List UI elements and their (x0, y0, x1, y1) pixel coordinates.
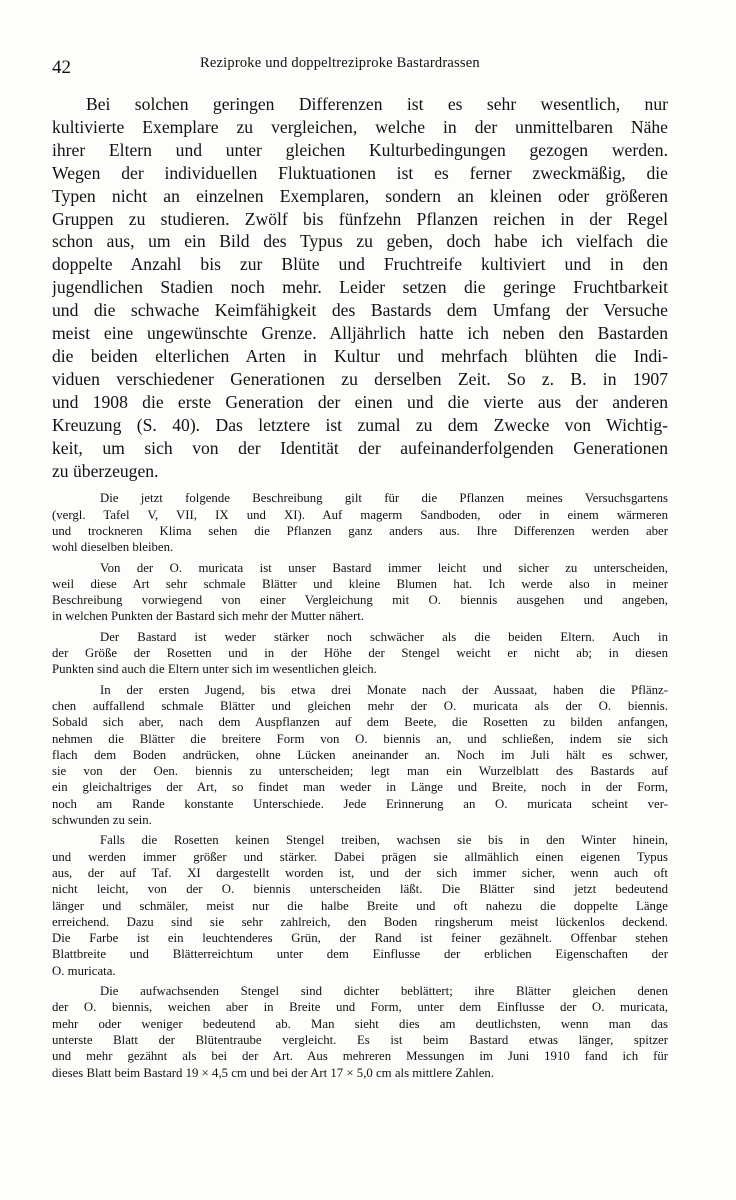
text-line: Punkten sind auch die Eltern unter sich im wesentlichen gleich. (52, 662, 377, 677)
text-line: meist eine ungewünschte Grenze. Alljährlich hatte ich neben den Bastarden (52, 323, 668, 344)
text-line: nicht leicht, von der O. biennis unterscheiden läßt. Die Blätter sind jetzt bedeutend (52, 882, 668, 897)
text-line: jugendlichen Stadien noch mehr. Leider setzen die geringe Fruchtbarkeit (52, 277, 668, 298)
text-line: chen auffallend schmale Blätter und gleichen mehr der O. muricata als der O. biennis. (52, 698, 668, 713)
text-line: doppelte Anzahl bis zur Blüte und Fruchtreife kultiviert und in den (52, 254, 668, 275)
text-line: Von der O. muricata ist unser Bastard immer leicht und sicher zu unterscheiden, (100, 560, 668, 575)
text-line: viduen verschiedener Generationen zu derselben Zeit. So z. B. in 1907 (52, 368, 668, 389)
text-line: ihrer Eltern und unter gleichen Kulturbedingungen gezogen werden. (52, 139, 668, 160)
text-line: und trockneren Klima sehen die Pflanzen ganz anders aus. Ihre Differenzen werden aber (52, 524, 668, 538)
text-line: unterste Blatt der Blütentraube vergleicht. Es ist beim Bastard etwas länger, spitzer (52, 1032, 668, 1047)
small-paragraph (52, 983, 668, 1081)
text-line: Beschreibung vorwiegend von einer Vergleichung mit O. biennis ausgehen und angeben, (52, 593, 668, 608)
text-line: O. muricata. (52, 963, 116, 978)
text-line: Bei solchen geringen Differenzen ist es sehr wesentlich, nur (86, 94, 668, 114)
text-line: wohl dieselben bleiben. (52, 540, 174, 555)
running-head (52, 54, 688, 78)
text-line: dieses Blatt beim Bastard 19 × 4,5 cm und bei der Art 17 × 5,0 cm als mittlere Zahlen. (52, 1065, 494, 1080)
text-line: erreichend. Dazu sind sie sehr zahlreich, den Boden ringsherum meist lückenlos deckend. (52, 914, 668, 929)
text-line: (vergl. Tafel V, VII, IX und XI). Auf magerm Sandboden, oder in einem wärmeren (52, 507, 668, 522)
text-line: sie von der Oen. biennis zu unterscheiden; legt man ein Wurzelblatt des Bastards auf (52, 764, 668, 779)
text-line: schwunden zu sein. (52, 813, 152, 828)
text-line: noch am Rande konstante Unterschiede. Jede Erinnerung an O. muricata scheint ver- (52, 796, 668, 811)
text-line: Die jetzt folgende Beschreibung gilt für die Pflanzen meines Versuchsgartens (100, 491, 668, 506)
body-text (52, 93, 668, 1085)
text-line: Wegen der individuellen Fluktuationen ist es ferner zweckmäßig, die (52, 162, 668, 183)
text-line: zu überzeugen. (52, 460, 159, 481)
text-line: und die schwache Keimfähigkeit des Bastards dem Umfang der Versuche (52, 300, 668, 321)
text-line: länger und schmäler, meist nur die halbe Breite und oft nahezu die doppelte Länge (52, 898, 668, 913)
text-line: Blattbreite und Blätterreichtum unter dem Einflusse der erblichen Eigenschaften der (52, 947, 668, 962)
text-line: nehmen die Blätter die breitere Form von O. biennis an, und schließen, indem sie sich (52, 731, 668, 746)
small-paragraph (52, 682, 668, 829)
text-line: flach dem Boden andrücken, ohne Lücken aneinander an. Noch im Juli hält es schwer, (52, 747, 668, 762)
text-line: keit, um sich von der Identität der aufeinanderfolgenden Generationen (52, 437, 668, 458)
running-title: Reziproke und doppeltreziproke Bastardrassen (200, 55, 480, 71)
text-line: Sobald sich aber, nach dem Auspflanzen auf dem Beete, die Rosetten zu bilden anfangen, (52, 715, 668, 730)
small-paragraph (52, 560, 668, 625)
text-line: In der ersten Jugend, bis etwa drei Monate nach der Aussaat, haben die Pflänz- (100, 682, 668, 697)
text-line: ein gleichaltriges der Art, so findet man weder in Länge und Breite, noch in der Form, (52, 780, 668, 795)
text-line: Die aufwachsenden Stengel sind dichter beblättert; ihre Blätter gleichen denen (100, 984, 668, 999)
text-line: Die Farbe ist ein leuchtenderes Grün, der Rand ist feiner gezähnelt. Offenbar stehen (52, 931, 668, 946)
text-line: Der Bastard ist weder stärker noch schwächer als die beiden Eltern. Auch in (100, 629, 668, 644)
text-line: weil diese Art sehr schmale Blätter und kleine Blumen hat. Ich werde also in meiner (52, 576, 668, 591)
main-paragraph (52, 93, 668, 482)
text-line: in welchen Punkten der Bastard sich mehr der Mutter nähert. (52, 609, 365, 624)
text-line: schon aus, um ein Bild des Typus zu geben, doch habe ich vielfach die (52, 231, 668, 252)
small-paragraph (52, 832, 668, 979)
text-line: kultivierte Exemplare zu vergleichen, welche in der unmittelbaren Nähe (52, 116, 668, 137)
text-line: Gruppen zu studieren. Zwölf bis fünfzehn Pflanzen reichen in der Regel (52, 208, 668, 229)
text-line: Typen nicht an einzelnen Exemplaren, sondern an kleinen oder größeren (52, 185, 668, 206)
text-line: und 1908 die erste Generation der einen und die vierte aus der anderen (52, 391, 668, 412)
text-line: und mehr gezähnt als bei der Art. Aus mehreren Messungen im Juni 1910 fand ich für (52, 1049, 668, 1064)
page-number: 42 (52, 57, 71, 78)
small-paragraph (52, 490, 668, 555)
text-line: der Größe der Rosetten und in der Höhe der Stengel weicht er nicht ab; in diesen (52, 646, 668, 661)
text-line: mehr oder weniger bedeutend ab. Man sieht dies am deutlichsten, wenn man das (52, 1016, 668, 1031)
text-line: der O. biennis, weichen aber in Breite und Form, unter dem Einflusse der O. muricata, (52, 1000, 668, 1015)
text-line: und werden immer größer und stärker. Dabei prägen sie allmählich einen eigenen Typus (52, 849, 668, 864)
small-print-section (52, 490, 668, 1080)
small-paragraph (52, 629, 668, 678)
text-line: Falls die Rosetten keinen Stengel treiben, wachsen sie bis in den Winter hinein, (100, 833, 668, 848)
text-line: Kreuzung (S. 40). Das letztere ist zumal zu dem Zwecke von Wichtig- (52, 414, 668, 435)
text-line: aus, der auf Taf. XI dargestellt worden ist, und der sich immer sicher, wenn auch oft (52, 865, 668, 880)
text-line: die beiden elterlichen Arten in Kultur und mehrfach blühten die Indi- (52, 345, 668, 366)
